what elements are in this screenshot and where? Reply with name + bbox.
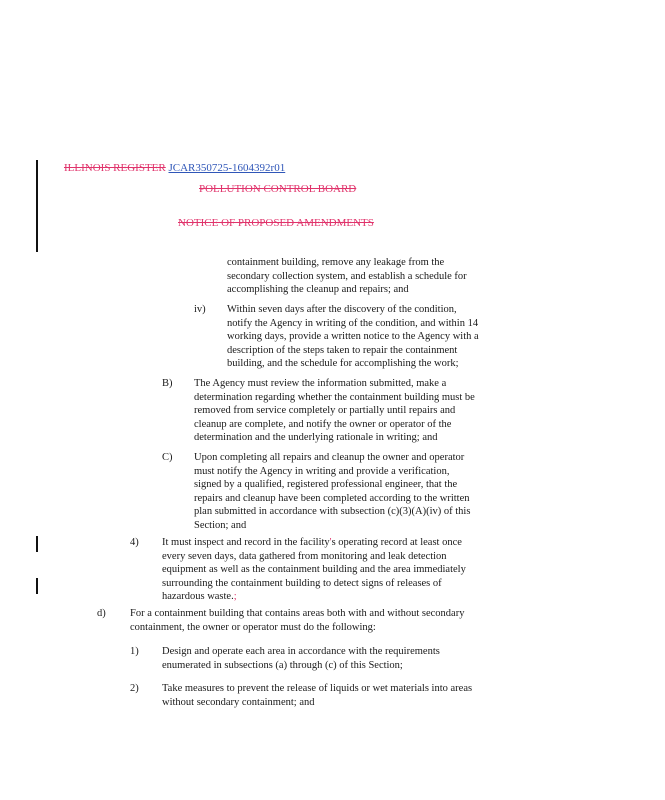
paragraph-line: enumerated in subsections (a) through (c) of this Section; xyxy=(162,659,403,671)
subsection-marker: 4) xyxy=(130,537,139,548)
subsection-iv xyxy=(227,303,479,371)
subsection-d1 xyxy=(162,645,440,672)
subsection-marker: B) xyxy=(162,378,173,389)
revision-bar xyxy=(36,160,38,252)
paragraph-line: Design and operate each area in accordance with the requirements xyxy=(162,646,440,657)
subsection-marker: C) xyxy=(162,452,173,463)
paragraph-line: must notify the Agency in writing and provide a verification, xyxy=(194,465,450,477)
line-text: hazardous waste. xyxy=(162,591,234,603)
paragraph-line: determination regarding whether the containment building must be xyxy=(194,391,475,403)
subsection-marker: iv) xyxy=(194,304,206,315)
paragraph-line: working days, provide a written notice to the Agency with a xyxy=(227,331,479,343)
paragraph-line: notify the Agency in writing of the condition, and within 14 xyxy=(227,317,479,329)
subsection-marker: 1) xyxy=(130,646,139,657)
paragraph-line: removed from service completely or partially until repairs and xyxy=(194,405,456,417)
paragraph-line: Upon completing all repairs and cleanup the owner and operator xyxy=(194,452,465,463)
subsection-B xyxy=(194,377,475,445)
subsection-marker: d) xyxy=(97,608,106,619)
board-header: POLLUTION CONTROL BOARD xyxy=(199,183,357,195)
paragraph-line: without secondary containment; and xyxy=(162,696,315,708)
paragraph-line: building, and the schedule for accomplishing the work; xyxy=(227,358,459,370)
paragraph-line: accomplishing the cleanup and repairs; and xyxy=(227,284,409,296)
register-inserted-text: JCAR350725-1604392r01 xyxy=(168,162,286,174)
subsection-marker: 2) xyxy=(130,683,139,694)
paragraph-line: determination and the underlying rationale in writing; and xyxy=(194,432,438,444)
paragraph-line: secondary collection system, and establish a schedule for xyxy=(227,270,467,282)
paragraph-line: containment building, remove any leakage from the xyxy=(227,257,445,268)
paragraph-line: Take measures to prevent the release of liquids or wet materials into areas xyxy=(162,683,473,694)
paragraph-line: surrounding the containment building to detect signs of releases of xyxy=(162,577,442,589)
revision-bar xyxy=(36,578,38,594)
subsection-4 xyxy=(162,536,466,604)
revision-bar xyxy=(36,536,38,552)
subsection-d2 xyxy=(162,682,472,709)
paragraph-line: For a containment building that contains areas both with and without secondary xyxy=(130,608,465,619)
edit-mark: ' xyxy=(329,537,332,548)
paragraph-line: cleanup are complete, and notify the owner or operator of the xyxy=(194,418,452,430)
paragraph-line: The Agency must review the information submitted, make a xyxy=(194,378,447,389)
paragraph-line: Section; and xyxy=(194,519,247,531)
subsection-d xyxy=(130,607,464,634)
notice-header: NOTICE OF PROPOSED AMENDMENTS xyxy=(178,217,374,229)
paragraph-line: repairs and cleanup have been completed according to the written xyxy=(194,492,470,504)
paragraph-line: signed by a qualified, registered professional engineer, that the xyxy=(194,479,458,491)
subsection-C xyxy=(194,451,470,533)
paragraph-line: every seven days, data gathered from monitoring and leak detection xyxy=(162,550,447,562)
paragraph-line: equipment as well as the containment building and the area immediately xyxy=(162,564,466,576)
paragraph-line: plan submitted in accordance with subsection (c)(3)(A)(iv) of this xyxy=(194,506,471,518)
line-text: It must inspect and record in the facility xyxy=(162,537,330,548)
paragraph-line: description of the steps taken to repair the containment xyxy=(227,344,458,356)
paragraph-line xyxy=(162,590,466,604)
edit-mark: ; xyxy=(233,591,237,603)
paragraph-line: Within seven days after the discovery of the condition, xyxy=(227,304,457,315)
paragraph-line: containment, the owner or operator must do the following: xyxy=(130,621,376,633)
subsection-iii-continuation xyxy=(227,256,467,297)
register-struck-text: ILLINOIS REGISTER xyxy=(64,162,166,174)
register-header xyxy=(64,162,285,176)
paragraph-line xyxy=(162,536,466,550)
line-text: s operating record at least once xyxy=(331,537,462,548)
